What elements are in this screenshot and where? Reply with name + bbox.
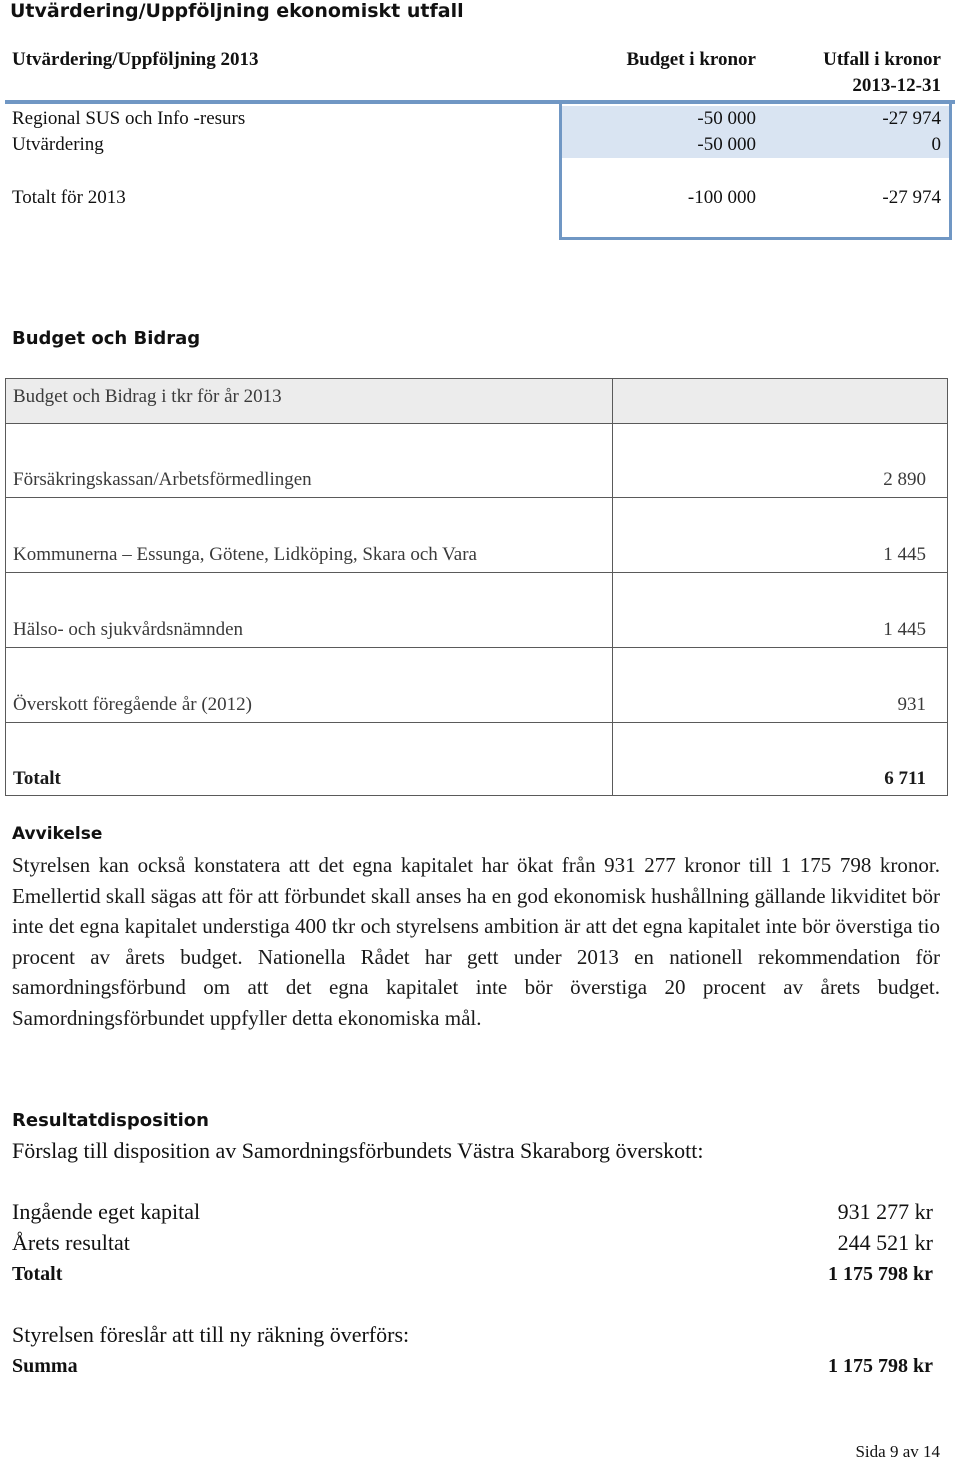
section-title-budget-bidrag: Budget och Bidrag [12,328,201,349]
evaluation-row-budget: -50 000 [697,108,756,129]
disposition-total-value: 1 175 798 kr [828,1263,933,1285]
disposition-proposal: Styrelsen föreslår att till ny räkning överförs: [12,1322,410,1347]
evaluation-row-label: Utvärdering [12,134,104,155]
budget-table-rule [6,423,947,424]
disposition-summa-value: 1 175 798 kr [828,1355,933,1377]
evaluation-header-label: Utvärdering/Uppföljning 2013 [12,49,259,70]
resultatdisposition-intro: Förslag till disposition av Samordningsförbundets Västra Skaraborg överskott: [12,1138,704,1163]
evaluation-header-utfall: Utfall i kronor [823,49,941,70]
evaluation-box-right [949,104,952,240]
budget-row-value: 1 445 [883,544,926,565]
budget-table-rule [6,722,947,723]
evaluation-box-bottom [559,237,952,240]
budget-row-label: Kommunerna – Essunga, Götene, Lidköping, Skara och Vara [13,544,477,565]
evaluation-row-budget: -50 000 [697,134,756,155]
budget-row-label: Hälso- och sjukvårdsnämnden [13,619,244,640]
disposition-total-label: Totalt [12,1263,63,1285]
disposition-row-label: Årets resultat [12,1230,130,1255]
budget-total-value: 6 711 [884,768,926,789]
budget-row-label: Överskott föregående år (2012) [13,694,252,715]
evaluation-total-utfall: -27 974 [882,187,941,208]
evaluation-total-budget: -100 000 [687,187,756,208]
disposition-row-value: 244 521 kr [837,1230,933,1255]
evaluation-row-label: Regional SUS och Info -resurs [12,108,246,129]
avvikelse-paragraph: Styrelsen kan också konstatera att det egna kapitalet har ökat från 931 277 kronor till 1 175 798 kronor. Emellertid skall sägas att för att förbundet skall anses ha en god ekonomisk hushållning gällande likviditet bör inte det egna kapitalet understiga 400 tkr och styrelsens ambition är att det egna kapitalet inte bör överstiga tio procent av årets budget. Nationella Rådet har gett under 2013 en nationell rekommendation för samordningsförbund om att det egna kapitalet inte bör överstiga 20 procent av årets budget. Samordningsförbundet uppfyller detta ekonomiska mål. [12,853,940,1030]
page-number: Sida 9 av 14 [855,1442,940,1461]
budget-row-value: 2 890 [883,469,926,490]
budget-row-value: 1 445 [883,619,926,640]
budget-table-rule [6,497,947,498]
evaluation-total-label: Totalt för 2013 [12,187,126,208]
disposition-row-label: Ingående eget kapital [12,1199,201,1224]
disposition-summa-label: Summa [12,1355,78,1377]
budget-table-rule [6,647,947,648]
budget-table-header: Budget och Bidrag i tkr för år 2013 [13,386,282,407]
evaluation-row-utfall: -27 974 [882,108,941,129]
section-title-utvardering: Utvärdering/Uppföljning ekonomiskt utfall [10,0,464,22]
budget-row-value: 931 [897,694,926,715]
evaluation-header-utfall-date: 2013-12-31 [852,75,941,96]
evaluation-header-budget: Budget i kronor [626,49,756,70]
avvikelse-heading: Avvikelse [12,824,103,844]
budget-table [5,378,948,796]
budget-total-label: Totalt [13,768,61,789]
evaluation-row-utfall: 0 [931,134,941,155]
evaluation-header-rule [5,100,955,104]
budget-row-label: Försäkringskassan/Arbetsförmedlingen [13,469,312,490]
disposition-row-value: 931 277 kr [837,1199,933,1224]
budget-table-rule [6,572,947,573]
resultatdisposition-heading: Resultatdisposition [12,1110,209,1131]
budget-table-column-divider [612,379,613,795]
